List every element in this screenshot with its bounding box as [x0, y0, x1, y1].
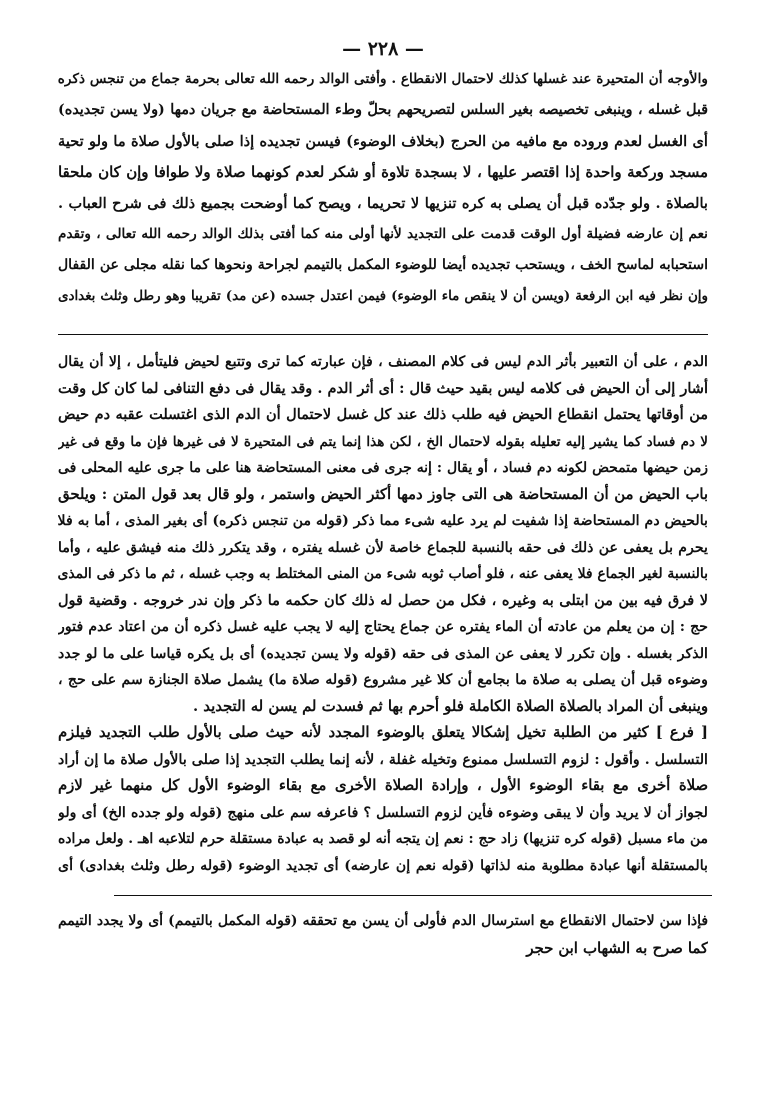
footnotes	[58, 908, 708, 962]
commentary-line: الدم ، على أن التعبير بأثر الدم ليس فى كلام المصنف ، فإن عبارته كما ترى وتتبع لحيض فليتأمل ، إلا أن يقال	[58, 354, 708, 370]
commentary-line: بالحيض دم المستحاضة إذا شفيت لم يرد عليه شىء مما ذكر (قوله من تنجس ذكره) أى بغير المذى ، أما به فلا	[58, 513, 708, 529]
commentary-line: باب الحيض من أن المستحاضة هى التى جاوز دمها أكثر الحيض واستمر ، ولو قال بعد قول المتن : ويلحق	[58, 485, 708, 503]
commentary-line: التسلسل . وأقول : لزوم التسلسل ممنوع وتخيله غفلة ، لأنه إنما يطلب التجديد إذا صلى بالأول صلاة ما إن أراد	[58, 751, 708, 768]
commentary-line: وضوءه قبل أن يصلى به صلاة ما بجامع أن كلا غير مشروع (قوله صلاة ما) يشمل صلاة الجنازة سم على حج ،	[58, 672, 708, 688]
commentary-line: زمن حيضها متمحض لكونه دم فساد ، أو يقال : إنه جرى فى معنى المستحاضة هنا على ما جرى عليه المحلى فى	[58, 460, 708, 476]
commentary-line: لا فرق فيه بين من ابتلى به وغيره ، فكل من حصل له ذلك كان حكمه ما ذكر وإن ندر خروجه . وقضية قول	[58, 591, 708, 609]
main-text-line: والأوجه أن المتحيرة عند غسلها كذلك لاحتمال الانقطاع . وأفتى الوالد رحمه الله تعالى بحرمة جماع من تنجس ذكره	[58, 71, 708, 87]
commentary-line: حج : إن من يعلم من عادته أن الماء يفتره عن جماع يحتاج إليه لا يجب عليه غسل ذكره أن من اعتاد عدم فتور	[58, 619, 708, 635]
main-text	[58, 64, 708, 312]
main-text-line: استحبابه لماسح الخف ، ويستحب تجديده أيضا للوضوء المكمل بالتيمم لجراحة ونحوها كما نقله مجلى عن القفال	[58, 257, 708, 273]
commentary-line: [ فرع ] كثير من الطلبة تخيل إشكالا يتعلق بالوضوء المجدد لأنه حيث صلى بالأول طلب التجديد فيلزم	[58, 724, 708, 741]
commentary-line: من ماء مسبل (قوله كره تنزيها) زاد حج : نعم إن يتجه أنه لو قصد به عبادة مستقلة حرم لتلاعبه اهـ . ولعل مراده	[58, 831, 708, 847]
main-text-line: وإن نظر فيه ابن الرفعة (ويسن أن لا ينقص ماء الوضوء) فيمن اعتدل جسده (عن مد) تقريبا وهو رطل وثلث بغدادى	[58, 288, 708, 304]
page-number: — ٢٢٨ —	[342, 38, 424, 60]
footnote-line: فإذا سن لاحتمال الانقطاع مع استرسال الدم فأولى أن يسن مع تحققه (قوله المكمل بالتيمم) أى ولا يجدد التيمم	[58, 913, 708, 929]
section-divider	[58, 334, 708, 335]
footnote-divider	[114, 895, 712, 896]
commentary-line: يحرم بل يعفى عن ذلك فى حقه بالنسبة للجماع خاصة لأن غسله يفتره ، وقد يتكرر ذلك منه فيشق عليه ، وأما	[58, 539, 708, 556]
commentary-line: صلاة أخرى مع بقاء الوضوء الأول ، وإرادة الصلاة الأخرى مع بقاء الوضوء الأول كل منهما غير لازم	[58, 777, 708, 794]
main-text-line: مسجد وركعة واحدة إذا اقتصر عليها ، لا بسجدة تلاوة أو شكر لعدم كونهما صلاة ولا طوافا وإن كان ملحقا	[58, 163, 708, 181]
commentary-line: بالنسبة لغير الجماع فلا يعفى عنه ، فلو أصاب ثوبه شىء من المنى المختلط به وجب غسله ، ثم ما ذكر فى المذى	[58, 566, 708, 582]
main-text-line: بالصلاة . ولو جدّده قبل أن يصلى به كره تنزيها لا تحريما ، ويصح كما أوضحت بجميع ذلك فى شرح العباب .	[58, 195, 708, 212]
commentary-line: أشار إلى أن الحيض فى كلامه ليس بقيد حيث قال : أى أثر الدم . وقد يقال فى دفع التنافى لما كان كل وقت	[58, 379, 708, 397]
commentary-line: بالمستقلة أنها عبادة مطلوبة منه لذاتها (قوله نعم إن عارضه) أى تجديد الوضوء (قوله رطل وثلث بغدادى) أى	[58, 857, 708, 874]
commentary-line: وينبغى أن المراد بالصلاة الصلاة الكاملة فلو أحرم بها ثم فسدت لم يسن له التجديد .	[193, 697, 708, 715]
main-text-line: قبل غسله ، وينبغى تخصيصه بغير السلس لتصريحهم بحلّ وطء المستحاضة مع جريان دمها (ولا يسن تجديده)	[58, 102, 708, 118]
commentary-line: لجواز أن لا يريد وأن لا يبقى وضوءه فأين لزوم التسلسل ؟ فاعرفه سم على منهج (قوله ولو جدده الخ) أى ولو	[58, 804, 708, 821]
commentary-text	[58, 349, 708, 879]
commentary-line: لا دم فساد كما يشير إليه تعليله بقوله لاحتمال الخ ، لكن هذا إنما يتم فى المتحيرة لا فى غيرها فإن ما وقع فى غير	[58, 433, 708, 450]
footnote-line: كما صرح به الشهاب ابن حجر	[526, 940, 708, 957]
commentary-line: من أوقاتها يحتمل انقطاع الحيض فيه طلب ذلك عند كل غسل لاحتمال أن الدم الذى اغتسلت عقبه دم حيض	[58, 406, 708, 423]
main-text-line: نعم إن عارضه فضيلة أول الوقت قدمت على التجديد لأنها أولى منه كما أفتى بذلك الوالد رحمه الله تعالى ، وتقدم	[58, 226, 708, 242]
main-text-line: أى الغسل لعدم وروده مع مافيه من الحرج (بخلاف الوضوء) فيسن تجديده إذا صلى بالأول صلاة ما ولو تحية	[58, 133, 708, 150]
commentary-line: الذكر بغسله . وإن تكرر لا يعفى عن المذى فى حقه (قوله ولا يسن تجديده) أى بل يكره قياسا على ما لو جدد	[58, 645, 708, 662]
